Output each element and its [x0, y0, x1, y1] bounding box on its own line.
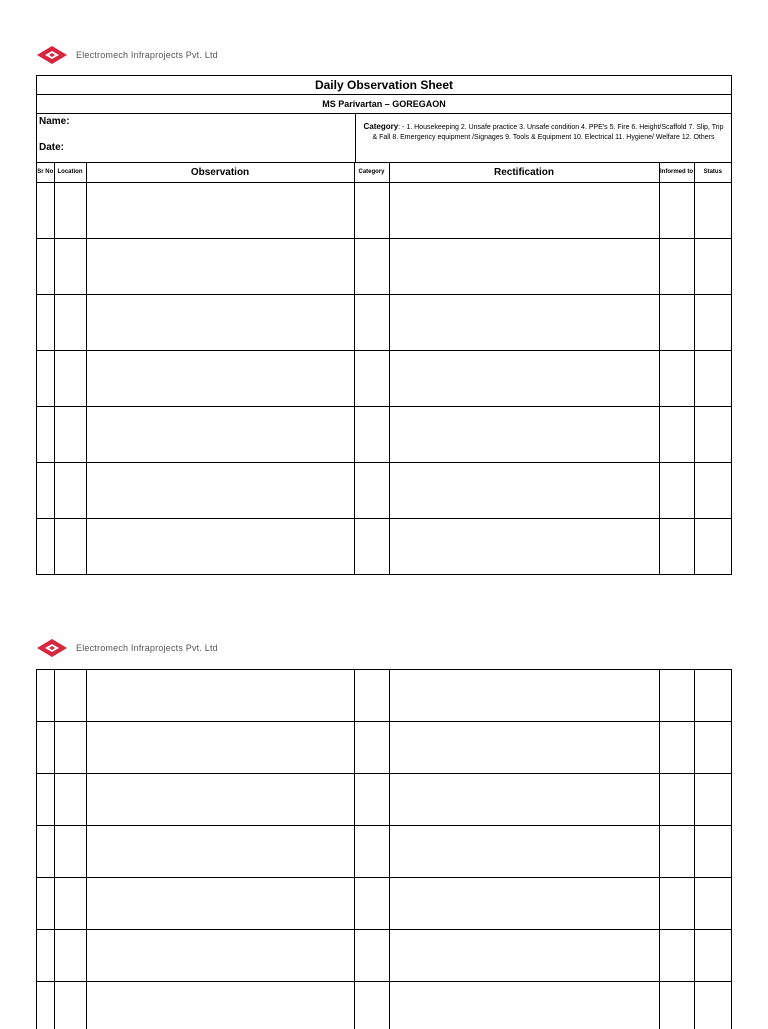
- cell-observation[interactable]: [86, 351, 354, 407]
- sheet-title: Daily Observation Sheet: [37, 76, 731, 95]
- cell-category[interactable]: [354, 774, 389, 826]
- cell-informed-to[interactable]: [659, 239, 694, 295]
- cell-observation[interactable]: [86, 183, 354, 239]
- cell-sr-no[interactable]: [37, 519, 54, 575]
- cell-sr-no[interactable]: [37, 463, 54, 519]
- cell-rectification[interactable]: [389, 351, 659, 407]
- cell-observation[interactable]: [86, 930, 354, 982]
- cell-category[interactable]: [354, 239, 389, 295]
- cell-location[interactable]: [54, 407, 86, 463]
- cell-location[interactable]: [54, 982, 86, 1029]
- date-label: Date:: [39, 142, 64, 153]
- cell-category[interactable]: [354, 463, 389, 519]
- cell-category[interactable]: [354, 407, 389, 463]
- cell-status[interactable]: [694, 463, 731, 519]
- cell-sr-no[interactable]: [37, 183, 54, 239]
- category-label: Category: [363, 122, 398, 131]
- cell-category[interactable]: [354, 183, 389, 239]
- cell-sr-no[interactable]: [37, 930, 54, 982]
- category-legend: [356, 114, 731, 162]
- cell-observation[interactable]: [86, 878, 354, 930]
- cell-rectification[interactable]: [389, 295, 659, 351]
- cell-rectification[interactable]: [389, 463, 659, 519]
- cell-category[interactable]: [354, 826, 389, 878]
- cell-status[interactable]: [694, 239, 731, 295]
- cell-location[interactable]: [54, 183, 86, 239]
- cell-location[interactable]: [54, 239, 86, 295]
- cell-status[interactable]: [694, 295, 731, 351]
- cell-status[interactable]: [694, 930, 731, 982]
- cell-location[interactable]: [54, 295, 86, 351]
- cell-informed-to[interactable]: [659, 722, 694, 774]
- cell-sr-no[interactable]: [37, 407, 54, 463]
- observation-table: [37, 163, 731, 574]
- cell-informed-to[interactable]: [659, 774, 694, 826]
- table-row: [37, 183, 731, 239]
- category-list: : - 1. Housekeeping 2. Unsafe practice 3. Unsafe condition 4. PPE's 5. Fire 6. Height/Scaffold 7. Slip, Trip & Fall 8. Emergency equipment /Signages 9. Tools & Equipment 10. Electrical 11. Hygiene/ Welfare 12. Others: [372, 124, 723, 141]
- company-logo-page-2: [36, 638, 218, 658]
- cell-status[interactable]: [694, 519, 731, 575]
- cell-location[interactable]: [54, 826, 86, 878]
- cell-location[interactable]: [54, 351, 86, 407]
- table-row: [37, 519, 731, 575]
- table-header-row: [37, 163, 731, 183]
- cell-rectification[interactable]: [389, 519, 659, 575]
- cell-rectification[interactable]: [389, 722, 659, 774]
- cell-category[interactable]: [354, 351, 389, 407]
- table-row: [37, 295, 731, 351]
- cell-location[interactable]: [54, 774, 86, 826]
- cell-rectification[interactable]: [389, 239, 659, 295]
- cell-sr-no[interactable]: [37, 774, 54, 826]
- cell-sr-no[interactable]: [37, 878, 54, 930]
- cell-rectification[interactable]: [389, 878, 659, 930]
- cell-informed-to[interactable]: [659, 407, 694, 463]
- table-row: [37, 826, 731, 878]
- col-rectification: Rectification: [389, 163, 659, 183]
- table-row: [37, 878, 731, 930]
- cell-informed-to[interactable]: [659, 519, 694, 575]
- cell-sr-no[interactable]: [37, 670, 54, 722]
- cell-status[interactable]: [694, 722, 731, 774]
- cell-observation[interactable]: [86, 519, 354, 575]
- cell-location[interactable]: [54, 519, 86, 575]
- cell-sr-no[interactable]: [37, 295, 54, 351]
- cell-status[interactable]: [694, 982, 731, 1029]
- company-name: Electromech Infraprojects Pvt. Ltd: [76, 50, 218, 60]
- cell-rectification[interactable]: [389, 826, 659, 878]
- cell-sr-no[interactable]: [37, 239, 54, 295]
- cell-status[interactable]: [694, 183, 731, 239]
- diamond-logo-icon: [36, 638, 68, 658]
- cell-sr-no[interactable]: [37, 982, 54, 1029]
- cell-rectification[interactable]: [389, 774, 659, 826]
- cell-status[interactable]: [694, 878, 731, 930]
- cell-sr-no[interactable]: [37, 722, 54, 774]
- cell-sr-no[interactable]: [37, 826, 54, 878]
- cell-observation[interactable]: [86, 295, 354, 351]
- table-row: [37, 722, 731, 774]
- cell-observation[interactable]: [86, 774, 354, 826]
- cell-location[interactable]: [54, 463, 86, 519]
- cell-observation[interactable]: [86, 670, 354, 722]
- cell-informed-to[interactable]: [659, 930, 694, 982]
- cell-category[interactable]: [354, 722, 389, 774]
- cell-category[interactable]: [354, 519, 389, 575]
- cell-status[interactable]: [694, 670, 731, 722]
- cell-observation[interactable]: [86, 826, 354, 878]
- cell-category[interactable]: [354, 878, 389, 930]
- sheet-subtitle: MS Parivartan – GOREGAON: [37, 95, 731, 114]
- cell-rectification[interactable]: [389, 670, 659, 722]
- cell-status[interactable]: [694, 407, 731, 463]
- col-sr-no: Sr No: [37, 163, 54, 183]
- cell-location[interactable]: [54, 670, 86, 722]
- cell-informed-to[interactable]: [659, 295, 694, 351]
- table-row: [37, 930, 731, 982]
- cell-rectification[interactable]: [389, 183, 659, 239]
- table-row: [37, 351, 731, 407]
- col-informed-to: Informed to: [659, 163, 694, 183]
- cell-informed-to[interactable]: [659, 878, 694, 930]
- cell-informed-to[interactable]: [659, 982, 694, 1029]
- cell-observation[interactable]: [86, 239, 354, 295]
- cell-observation[interactable]: [86, 407, 354, 463]
- name-label: Name:: [39, 116, 70, 127]
- company-logo: [36, 45, 218, 65]
- cell-rectification[interactable]: [389, 930, 659, 982]
- observation-sheet-form: [36, 75, 732, 575]
- col-observation: Observation: [86, 163, 354, 183]
- cell-rectification[interactable]: [389, 407, 659, 463]
- name-date-cell: [37, 114, 356, 162]
- cell-category[interactable]: [354, 670, 389, 722]
- cell-category[interactable]: [354, 295, 389, 351]
- cell-location[interactable]: [54, 930, 86, 982]
- cell-location[interactable]: [54, 878, 86, 930]
- cell-category[interactable]: [354, 982, 389, 1029]
- cell-observation[interactable]: [86, 982, 354, 1029]
- table-row: [37, 982, 731, 1029]
- company-name: Electromech Infraprojects Pvt. Ltd: [76, 643, 218, 653]
- table-row: [37, 239, 731, 295]
- cell-rectification[interactable]: [389, 982, 659, 1029]
- cell-observation[interactable]: [86, 722, 354, 774]
- info-section: [37, 114, 731, 163]
- cell-location[interactable]: [54, 722, 86, 774]
- cell-informed-to[interactable]: [659, 463, 694, 519]
- col-status: Status: [694, 163, 731, 183]
- table-row: [37, 407, 731, 463]
- cell-status[interactable]: [694, 351, 731, 407]
- observation-table-page-2: [37, 670, 731, 1029]
- table-row: [37, 670, 731, 722]
- col-location: Location: [54, 163, 86, 183]
- table-row: [37, 463, 731, 519]
- cell-informed-to[interactable]: [659, 183, 694, 239]
- cell-sr-no[interactable]: [37, 351, 54, 407]
- diamond-logo-icon: [36, 45, 68, 65]
- cell-status[interactable]: [694, 826, 731, 878]
- col-category: Category: [354, 163, 389, 183]
- cell-category[interactable]: [354, 930, 389, 982]
- cell-informed-to[interactable]: [659, 351, 694, 407]
- cell-informed-to[interactable]: [659, 826, 694, 878]
- observation-sheet-continuation: [36, 669, 732, 1029]
- cell-status[interactable]: [694, 774, 731, 826]
- cell-informed-to[interactable]: [659, 670, 694, 722]
- cell-observation[interactable]: [86, 463, 354, 519]
- table-row: [37, 774, 731, 826]
